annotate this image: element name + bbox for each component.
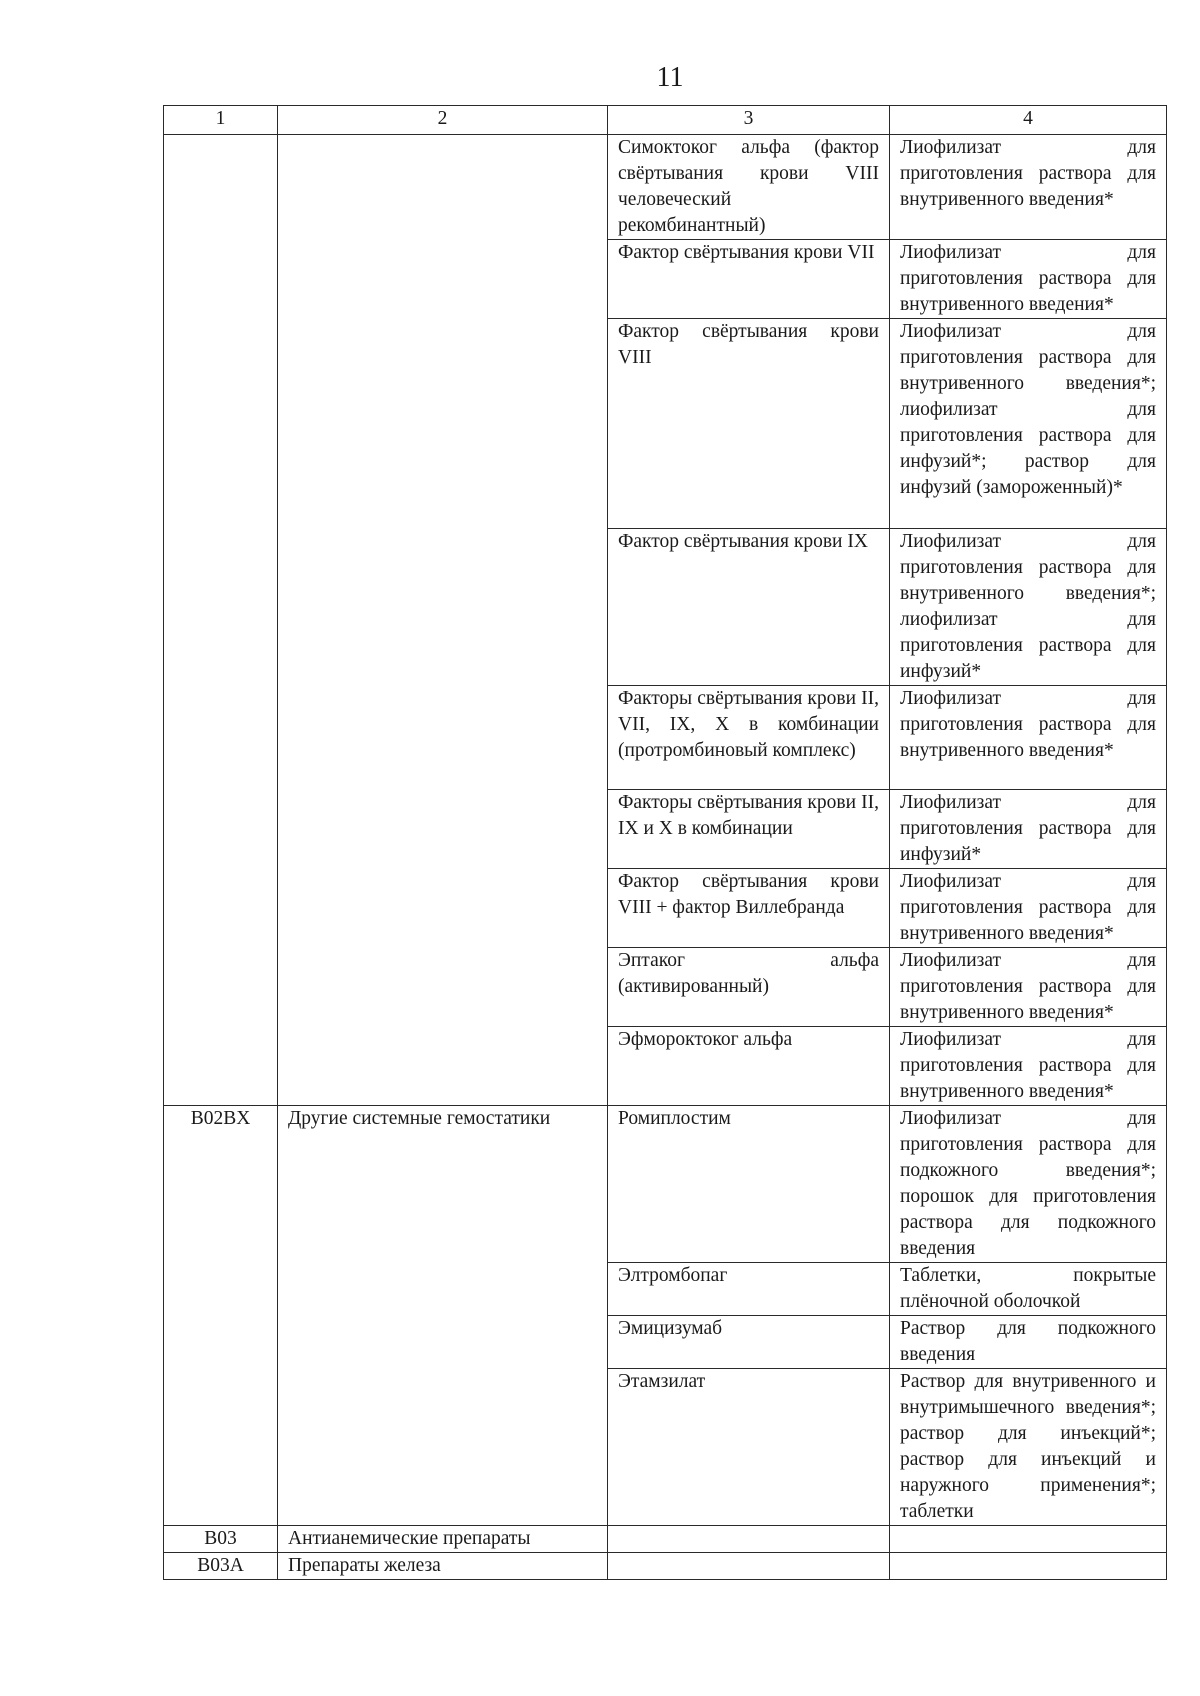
- table-row: [164, 1526, 1167, 1553]
- drug-name-cell: Фактор свёртывания крови VIII + фактор Виллебранда: [608, 869, 890, 948]
- atc-code-cell: B02BX: [164, 1106, 278, 1526]
- dosage-form-cell: Лиофилизат для приготовления раствора для подкожного введения*; порошок для приготовления раствора для подкожного введения: [890, 1106, 1167, 1263]
- dosage-form-cell: [890, 1553, 1167, 1580]
- column-header-1: 1: [164, 106, 278, 135]
- dosage-form-cell: Раствор для подкожного введения: [890, 1316, 1167, 1369]
- drug-name-cell: Этамзилат: [608, 1369, 890, 1526]
- column-header-4: 4: [890, 106, 1167, 135]
- table-row: [164, 1553, 1167, 1580]
- drug-name-cell: Эфмороктоког альфа: [608, 1027, 890, 1106]
- group-name-cell: Другие системные гемостатики: [278, 1106, 608, 1526]
- drug-name-cell: Факторы свёртывания крови II, IX и X в комбинации: [608, 790, 890, 869]
- drug-name-cell: Фактор свёртывания крови IX: [608, 529, 890, 686]
- code-cell-empty: [164, 135, 278, 1106]
- group-name-cell: Антианемические препараты: [278, 1526, 608, 1553]
- drug-name-cell: Фактор свёртывания крови VII: [608, 240, 890, 319]
- dosage-form-cell: Раствор для внутривенного и внутримышечного введения*; раствор для инъекций*; раствор для инъекций и наружного применения*; таблетки: [890, 1369, 1167, 1526]
- drug-name-cell: Фактор свёртывания крови VIII: [608, 319, 890, 529]
- drug-name-cell: [608, 1553, 890, 1580]
- drug-name-cell: Ромиплостим: [608, 1106, 890, 1263]
- group-name-cell: Препараты железа: [278, 1553, 608, 1580]
- drug-name-cell: Симоктоког альфа (фактор свёртывания крови VIII человеческий рекомбинантный): [608, 135, 890, 240]
- drug-name-cell: Эмицизумаб: [608, 1316, 890, 1369]
- dosage-form-cell: Таблетки, покрытые плёночной оболочкой: [890, 1263, 1167, 1316]
- table-header-row: [164, 106, 1167, 135]
- table-row: [164, 1106, 1167, 1263]
- dosage-form-cell: Лиофилизат для приготовления раствора для внутривенного введения*: [890, 240, 1167, 319]
- page-number: 11: [656, 62, 684, 93]
- dosage-form-cell: Лиофилизат для приготовления раствора для внутривенного введения*: [890, 869, 1167, 948]
- drug-name-cell: Факторы свёртывания крови II, VII, IX, X в комбинации (протромбиновый комплекс): [608, 686, 890, 790]
- dosage-form-cell: Лиофилизат для приготовления раствора для инфузий*: [890, 790, 1167, 869]
- column-header-2: 2: [278, 106, 608, 135]
- dosage-form-cell: Лиофилизат для приготовления раствора для внутривенного введения*: [890, 948, 1167, 1027]
- atc-code-cell: B03A: [164, 1553, 278, 1580]
- dosage-form-cell: Лиофилизат для приготовления раствора для внутривенного введения*; лиофилизат для приготовления раствора для инфузий*: [890, 529, 1167, 686]
- atc-code-cell: B03: [164, 1526, 278, 1553]
- group-cell-empty: [278, 135, 608, 1106]
- drug-name-cell: Эптаког альфа (активированный): [608, 948, 890, 1027]
- table-row: [164, 135, 1167, 240]
- dosage-form-cell: Лиофилизат для приготовления раствора для внутривенного введения*: [890, 1027, 1167, 1106]
- drug-name-cell: Элтромбопаг: [608, 1263, 890, 1316]
- drug-table: [163, 105, 1167, 1580]
- dosage-form-cell: [890, 1526, 1167, 1553]
- dosage-form-cell: Лиофилизат для приготовления раствора для внутривенного введения*: [890, 686, 1167, 790]
- dosage-form-cell: Лиофилизат для приготовления раствора для внутривенного введения*: [890, 135, 1167, 240]
- drug-name-cell: [608, 1526, 890, 1553]
- column-header-3: 3: [608, 106, 890, 135]
- dosage-form-cell: Лиофилизат для приготовления раствора для внутривенного введения*; лиофилизат для приготовления раствора для инфузий*; раствор для инфузий (замороженный)*: [890, 319, 1167, 529]
